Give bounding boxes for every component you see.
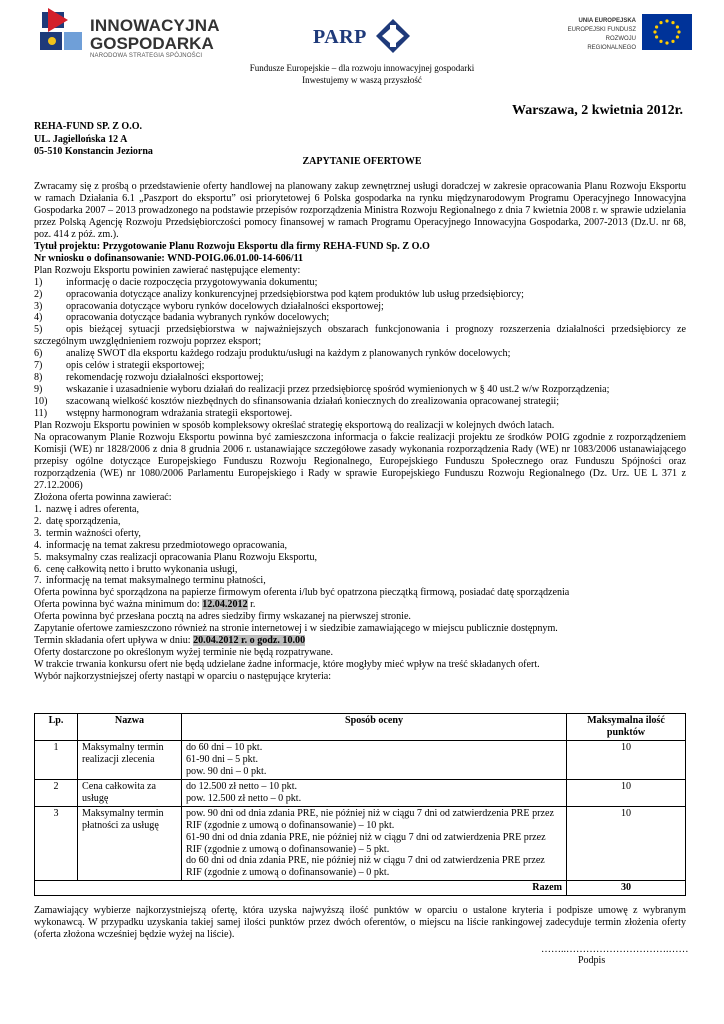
- address-line: REHA-FUND SP. Z O.O.: [34, 121, 142, 132]
- cell-lp: 2: [35, 779, 78, 806]
- item-text: opis bieżącej sytuacji przedsiębiorstwa w najważniejszych obszarach funkcjonowania i prognozy rozszerzenia działalności przedsiębiorcy ze szczególnym uwzględnieniem rozwoju poprzez eksport;: [34, 324, 686, 348]
- list-item: [34, 396, 686, 408]
- list-item: [34, 360, 686, 372]
- offer-items-list: [34, 504, 686, 588]
- cell-lp: 3: [35, 806, 78, 881]
- item-number: 8): [34, 372, 43, 384]
- item-number: 9): [34, 384, 43, 396]
- validity-suffix: r.: [247, 599, 256, 611]
- item-number: 5): [34, 324, 43, 336]
- info-note: W trakcie trwania konkursu ofert nie będą udzielane żadne informacje, które mogłyby mieć wpływ na treść składanych ofert.: [34, 659, 540, 671]
- cell-name: Maksymalny termin realizacji zlecenia: [78, 740, 182, 779]
- item-number: 1): [34, 276, 43, 288]
- item-text: nazwę i adres oferenta,: [46, 503, 140, 515]
- cell-max: 10: [567, 779, 686, 806]
- item-text: wskazanie i uzasadnienie wyboru działań do realizacji przez przedsiębiorcę spośród wymienionych w § 40 ust.2 w/w Rozporządzenia;: [66, 384, 610, 396]
- method-line: do 12.500 zł netto – 10 pkt.: [186, 780, 298, 792]
- cell-method: [182, 740, 567, 779]
- list-item: [34, 277, 686, 289]
- cell-method: [182, 779, 567, 806]
- item-number: 1.: [34, 503, 42, 515]
- item-text: informację na temat maksymalnego terminu płatności,: [46, 575, 266, 587]
- item-number: 7.: [34, 575, 42, 587]
- list-item: [34, 540, 686, 552]
- item-text: maksymalny czas realizacji opracowania Planu Rozwoju Eksportu,: [46, 551, 318, 563]
- eu-logo-line2: EUROPEJSKI FUNDUSZ: [567, 27, 636, 33]
- header-logos: [0, 0, 724, 62]
- header-method: Sposób oceny: [182, 714, 567, 741]
- list-item: [34, 312, 686, 324]
- eu-logo: [556, 14, 691, 54]
- document-date: Warszawa, 2 kwietnia 2012r.: [512, 103, 683, 118]
- header-max: Maksymalna ilość punktów: [567, 714, 686, 741]
- cell-lp: 1: [35, 740, 78, 779]
- method-line: pow. 90 dni od dnia zdania PRE, nie później niż w ciągu 7 dni od zatwierdzenia PRE przez RIF (zgodnie z umową o dofinansowanie) – 10 pkt.: [186, 807, 554, 831]
- parp-logo-text: PARP: [313, 26, 367, 48]
- intro-paragraph: Zwracamy się z prośbą o przedstawienie oferty handlowej na planowany zakup zewnętrznej usługi doradczej w zakresie opracowania Planu Rozwoju Eksportu w ramach Działania 6.1 „Paszport do eksportu” osi priorytetowej 6 Polska gospodarka na rynku międzynarodowym Programu Operacyjnego Innowacyjna Gospodarka 2007 – 2013 prowadzonego na podstawie przepisów rozporządzenia Ministra Rozwoju Regionalnego z dnia 7 kwietnia 2008 r. w sprawie udzielania przez Polską Agencję Rozwoju Przedsiębiorczości pomocy finansowej w ramach Programu Operacyjnego Innowacyjna Gospodarka, 2007-2013 (Dz.U. nr 68, poz. 414 z póź. zm.).: [34, 181, 686, 240]
- offer-paper-note: Oferta powinna być sporządzona na papierze firmowym oferenta i/lub być opatrzona pieczątką firmową, posiadać datę sporządzenia: [34, 587, 570, 599]
- criteria-intro: Wybór najkorzystniejszej oferty nastąpi w oparciu o następujące kryteria:: [34, 671, 332, 683]
- table-row: [35, 740, 686, 779]
- list-item: [34, 324, 686, 348]
- total-value: 30: [567, 881, 686, 896]
- document-heading: ZAPYTANIE OFERTOWE: [302, 156, 422, 167]
- table-row: [35, 779, 686, 806]
- plan-note: Plan Rozwoju Eksportu powinien w sposób kompleksowy określać strategię eksportową do realizacji w kolejnych dwóch latach.: [34, 420, 555, 432]
- deadline-value: 20.04.2012 r. o godz. 10.00: [193, 635, 306, 647]
- cell-method: [182, 806, 567, 881]
- cell-max: 10: [567, 740, 686, 779]
- item-number: 2.: [34, 515, 42, 527]
- validity-prefix: Oferta powinna być ważna minimum do:: [34, 599, 203, 611]
- poig-note: Na opracowanym Planie Rozwoju Eksportu powinna być zamieszczona informacja o fakcie realizacji projektu ze środków POIG zgodnie z rozporządzeniem Komisji (WE) nr 1828/2006 z dnia 8 grudnia 2006 r. ustanawiające szczegółowe zasady wykonania rozporządzenia Rady (WE) nr 1083/2006 ustanawiającego przepisy ogólne dotyczące Europejskiego Funduszu Rozwoju Regionalnego, Europejskiego Funduszu Społecznego oraz Funduszu Spójności oraz rozporządzenia (WE) nr 1080/2006 Parlamentu Europejskiego i Rady w sprawie Europejskiego Funduszu Rozwoju Regionalnego (Dz. Urz. UE L 371 z 27.12.2006): [34, 432, 686, 491]
- list-item: [34, 348, 686, 360]
- list-item: [34, 289, 686, 301]
- list-item: [34, 408, 686, 420]
- list-item: [34, 516, 686, 528]
- item-number: 6.: [34, 563, 42, 575]
- fund-slogan-line1: Fundusze Europejskie – dla rozwoju innowacyjnej gospodarki: [249, 63, 475, 73]
- table-header-row: [35, 714, 686, 741]
- list-item: [34, 528, 686, 540]
- item-text: szacowaną wielkość kosztów niezbędnych do sfinansowania działań koniecznych do zrealizowania opracowanej strategii;: [66, 396, 559, 408]
- item-text: opracowania dotyczące analizy konkurencyjnej przedsiębiorstwa pod kątem produktów lub usług przedsiębiorcy;: [66, 288, 524, 300]
- method-line: 61-90 dni od dnia zdania PRE, nie później niż w ciągu 7 dni od zatwierdzenia PRE przez RIF (zgodnie z umową o dofinansowanie) – 5 pkt.: [186, 831, 546, 855]
- header-name: Nazwa: [78, 714, 182, 741]
- item-number: 10): [34, 396, 48, 408]
- company-address: [34, 121, 153, 159]
- ig-logo-line2: GOSPODARKA: [90, 34, 214, 53]
- eu-flag-icon: [642, 14, 692, 50]
- document-body: [34, 181, 686, 683]
- method-line: pow. 12.500 zł netto – 0 pkt.: [186, 792, 302, 804]
- item-text: opracowania dotyczące badania wybranych rynków docelowych;: [66, 312, 330, 324]
- item-number: 2): [34, 288, 43, 300]
- item-number: 6): [34, 348, 43, 360]
- ig-logo-line3: NARODOWA STRATEGIA SPÓJNOŚCI: [90, 53, 203, 59]
- eu-logo-text: [556, 17, 636, 53]
- signature-line: ……..………………………….……: [541, 944, 689, 955]
- item-text: informację o dacie rozpoczęcia przygotowywania dokumentu;: [66, 276, 318, 288]
- item-text: wstępny harmonogram wdrażania strategii eksportowej.: [66, 408, 293, 420]
- item-number: 7): [34, 360, 43, 372]
- offer-intro: Złożona oferta powinna zawierać:: [34, 491, 172, 503]
- ig-logo-line1: INNOWACYJNA: [90, 16, 220, 35]
- item-number: 5.: [34, 551, 42, 563]
- fund-slogan: [0, 62, 724, 86]
- parp-logo: [313, 16, 413, 56]
- list-item: [34, 384, 686, 396]
- address-line: 05-510 Konstancin Jeziorna: [34, 146, 153, 157]
- deadline-note: [34, 635, 686, 647]
- item-number: 11): [34, 408, 48, 420]
- list-item: [34, 575, 686, 587]
- list-item: [34, 372, 686, 384]
- plan-intro: Plan Rozwoju Eksportu powinien zawierać następujące elementy:: [34, 264, 301, 276]
- validity-note: [34, 599, 686, 611]
- parp-emblem-icon: [375, 18, 411, 54]
- item-text: termin ważności oferty,: [46, 527, 141, 539]
- criteria-table: [34, 713, 686, 896]
- cell-max: 10: [567, 806, 686, 881]
- list-item: [34, 301, 686, 313]
- method-line: 61-90 dni – 5 pkt.: [186, 753, 259, 765]
- method-line: do 60 dni od dnia zdania PRE, nie później niż w ciągu 7 dni od zatwierdzenia PRE przez RIF (zgodnie z umową o dofinansowanie) – 0 pkt.: [186, 855, 545, 879]
- validity-date: 12.04.2012: [202, 599, 248, 611]
- application-number: Nr wniosku o dofinansowanie: WND-POIG.06.01.00-14-606/11: [34, 252, 304, 264]
- publish-note: Zapytanie ofertowe zamieszczono również na stronie internetowej i w siedzibie zamawiającego w miejscu publicznie dostępnym.: [34, 623, 558, 635]
- project-title: Tytuł projektu: Przygotowanie Planu Rozwoju Eksportu dla firmy REHA-FUND Sp. Z O.O: [34, 240, 430, 252]
- table-row: [35, 806, 686, 881]
- item-number: 3): [34, 300, 43, 312]
- cell-name: Cena całkowita za usługę: [78, 779, 182, 806]
- total-label: Razem: [35, 881, 567, 896]
- ig-emblem-icon: [38, 6, 86, 56]
- list-item: [34, 564, 686, 576]
- address-line: UL. Jagiellońska 12 A: [34, 133, 128, 145]
- method-line: pow. 90 dni – 0 pkt.: [186, 765, 267, 777]
- cell-name: Maksymalny termin płatności za usługę: [78, 806, 182, 881]
- innowacyjna-gospodarka-logo: [38, 6, 228, 60]
- item-text: opis celów i strategii eksportowej;: [66, 360, 205, 372]
- list-item: [34, 504, 686, 516]
- list-item: [34, 552, 686, 564]
- plan-items-list: [34, 277, 686, 420]
- item-number: 4): [34, 312, 43, 324]
- item-text: informację na temat zakresu przedmiotowego opracowania,: [46, 539, 288, 551]
- item-number: 3.: [34, 527, 42, 539]
- header-lp: Lp.: [35, 714, 78, 741]
- deadline-prefix: Termin składania ofert upływa w dniu:: [34, 635, 194, 647]
- item-text: cenę całkowitą netto i brutto wykonania usługi,: [46, 563, 238, 575]
- eu-logo-line1: UNIA EUROPEJSKA: [578, 18, 636, 24]
- eu-logo-line3: ROZWOJU REGIONALNEGO: [587, 36, 636, 51]
- item-text: analizę SWOT dla eksportu każdego rodzaju produktu/usługi na każdym z planowanych rynków docelowych;: [66, 348, 511, 360]
- item-text: opracowania dotyczące wyboru rynków docelowych działalności eksportowej;: [66, 300, 384, 312]
- signature-label: Podpis: [578, 955, 606, 966]
- item-text: datę sporządzenia,: [46, 515, 121, 527]
- mail-note: Oferta powinna być przesłana pocztą na adres siedziby firmy wskazanej na pierwszej stronie.: [34, 611, 411, 623]
- method-line: do 60 dni – 10 pkt.: [186, 741, 263, 753]
- item-text: rekomendację rozwoju działalności eksportowej;: [66, 372, 264, 384]
- fund-slogan-line2: Inwestujemy w waszą przyszłość: [302, 75, 422, 85]
- late-note: Oferty dostarczone po określonym wyżej terminie nie będą rozpatrywane.: [34, 647, 334, 659]
- item-number: 4.: [34, 539, 42, 551]
- table-total-row: [35, 881, 686, 896]
- closing-paragraph: Zamawiający wybierze najkorzystniejszą ofertę, która uzyska najwyższą ilość punktów w oparciu o ustalone kryteria i podpisze umowę z wybranym wykonawcą. W przypadku uzyskania takiej samej ilości punktów przez dwóch oferentów, o miejscu na liście rankingowej zadecyduje termin złożenia oferty (oferta złożona wcześniej będzie wyżej na liście).: [34, 905, 686, 940]
